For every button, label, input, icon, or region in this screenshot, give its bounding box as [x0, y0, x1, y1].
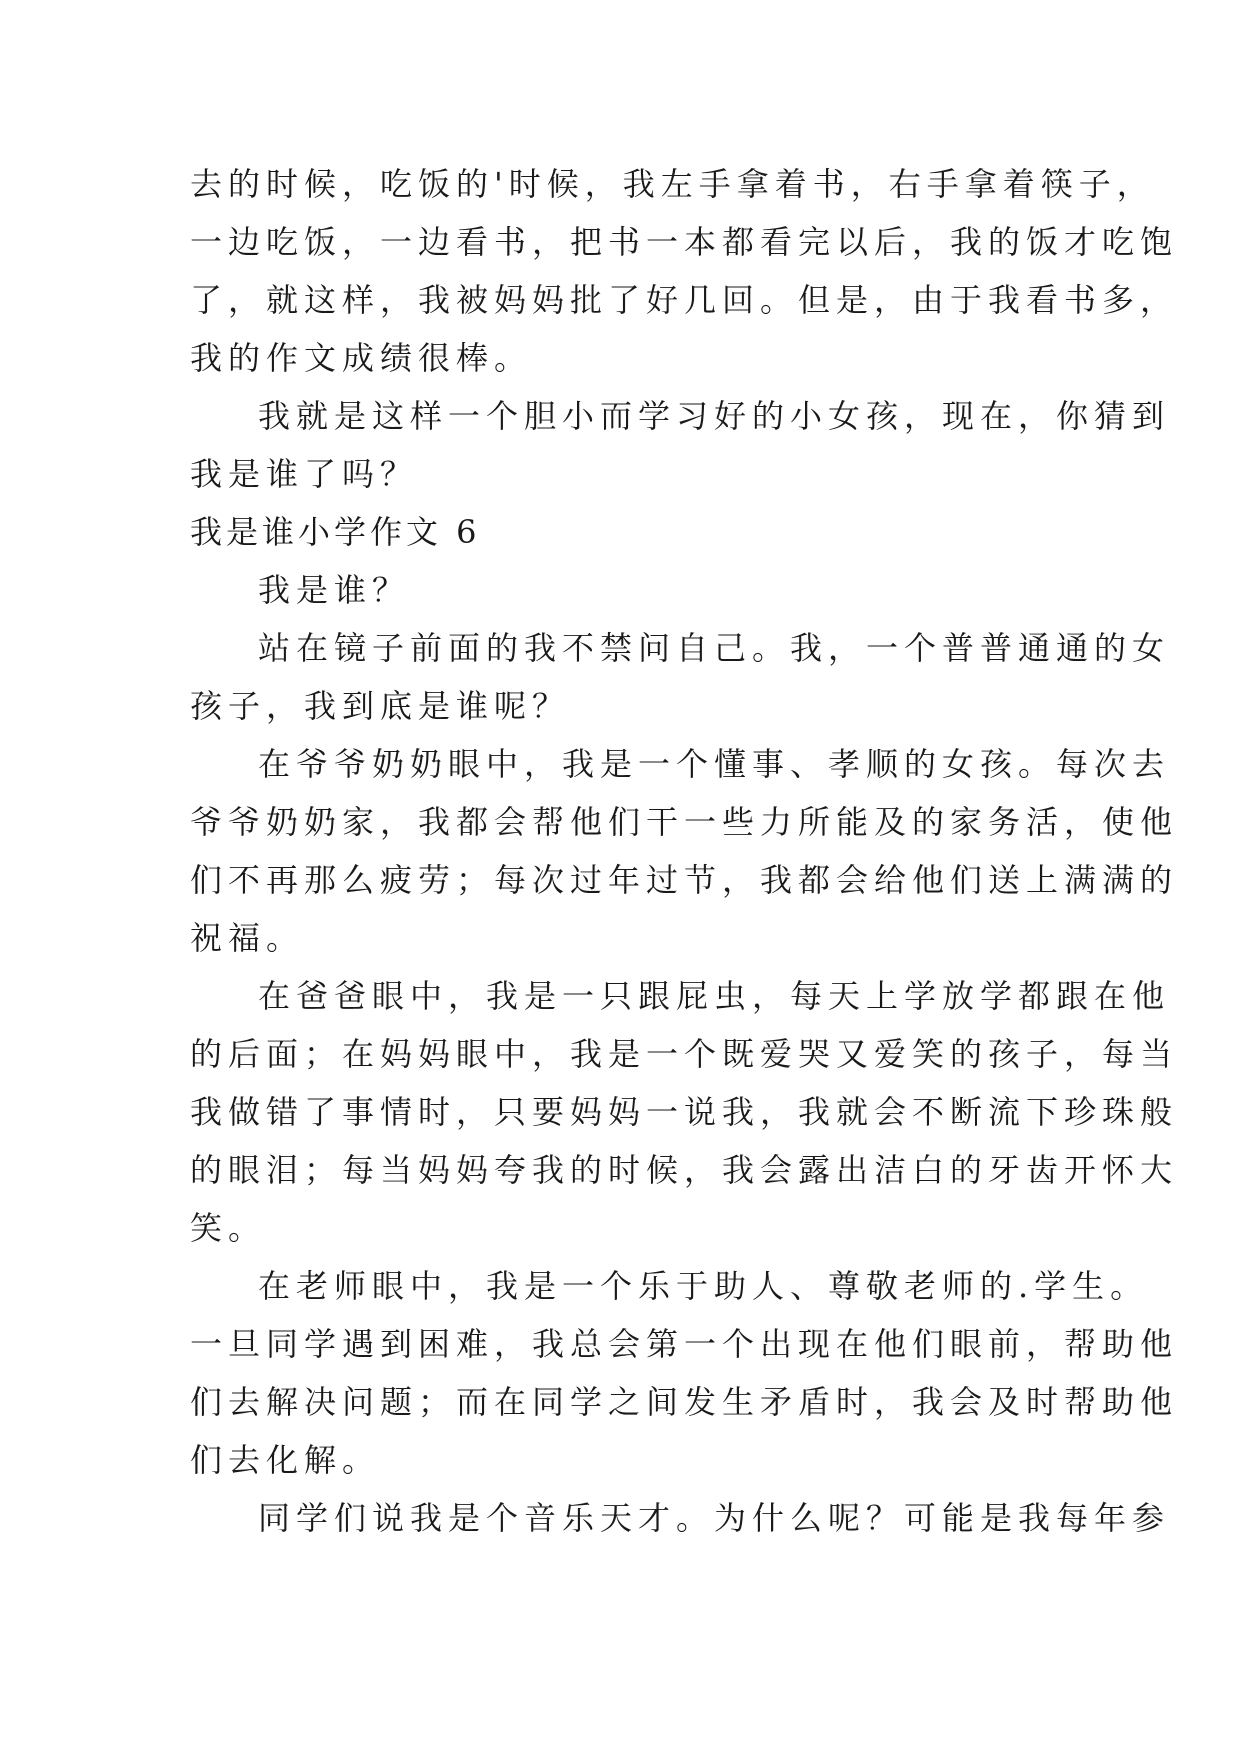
text-line: 我的作文成绩很棒。: [190, 339, 533, 377]
paragraph-start-line: 在爸爸眼中，我是一只跟屁虫，每天上学放学都跟在他: [258, 977, 1171, 1015]
text-line: 笑。: [190, 1209, 267, 1247]
paragraph-start-line: 我是谁？: [258, 571, 411, 609]
text-line: 祝福。: [190, 919, 305, 957]
text-line: 我是谁了吗？: [190, 455, 419, 493]
text-line: 孩子，我到底是谁呢？: [190, 687, 571, 725]
paragraph-start-line: 站在镜子前面的我不禁问自己。我，一个普普通通的女: [258, 629, 1171, 667]
text-line: 我做错了事情时，只要妈妈一说我，我就会不断流下珍珠般: [190, 1093, 1179, 1131]
paragraph-start-line: 在老师眼中，我是一个乐于助人、尊敬老师的.学生。: [258, 1267, 1149, 1305]
text-line: 一旦同学遇到困难，我总会第一个出现在他们眼前，帮助他: [190, 1325, 1179, 1363]
text-line: 们去解决问题；而在同学之间发生矛盾时，我会及时帮助他: [190, 1383, 1179, 1421]
text-line: 一边吃饭，一边看书，把书一本都看完以后，我的饭才吃饱: [190, 223, 1179, 261]
text-line: 的后面；在妈妈眼中，我是一个既爱哭又爱笑的孩子，每当: [190, 1035, 1179, 1073]
text-line: 去的时候，吃饭的'时候，我左手拿着书，右手拿着筷子，: [190, 165, 1155, 203]
text-line: 们去化解。: [190, 1441, 381, 1479]
section-heading: 我是谁小学作文 6: [190, 513, 481, 551]
paragraph-start-line: 我就是这样一个胆小而学习好的小女孩，现在，你猜到: [258, 397, 1171, 435]
text-line: 了，就这样，我被妈妈批了好几回。但是，由于我看书多，: [190, 281, 1179, 319]
text-line: 们不再那么疲劳；每次过年过节，我都会给他们送上满满的: [190, 861, 1179, 899]
text-line: 爷爷奶奶家，我都会帮他们干一些力所能及的家务活，使他: [190, 803, 1179, 841]
paragraph-start-line: 同学们说我是个音乐天才。为什么呢？可能是我每年参: [258, 1499, 1171, 1537]
text-line: 的眼泪；每当妈妈夸我的时候，我会露出洁白的牙齿开怀大: [190, 1151, 1179, 1189]
paragraph-start-line: 在爷爷奶奶眼中，我是一个懂事、孝顺的女孩。每次去: [258, 745, 1171, 783]
